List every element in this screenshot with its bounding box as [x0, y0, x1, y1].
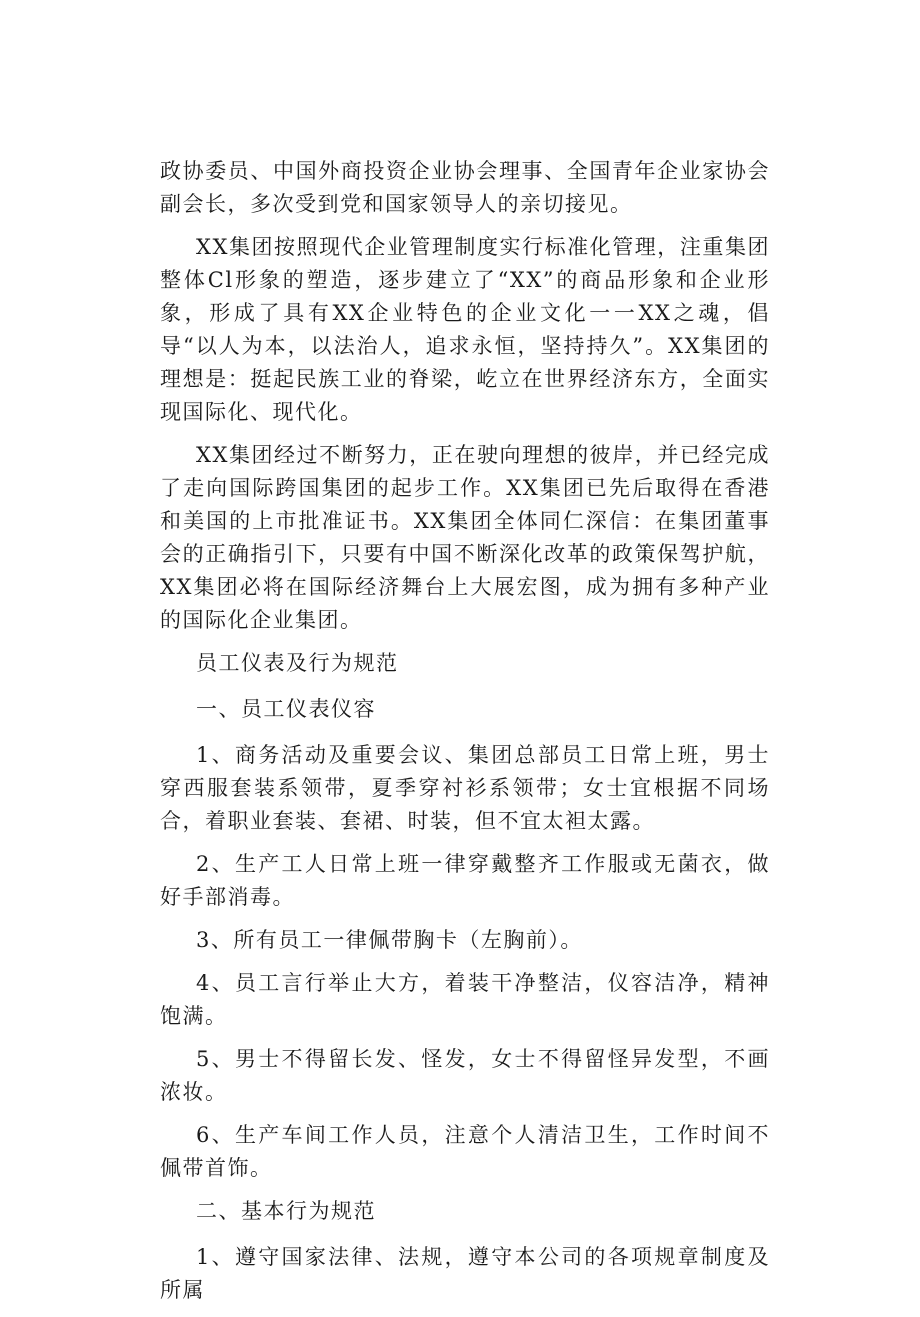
list-item: 4、员工言行举止大方，着装干净整洁，仪容洁净，精神饱满。 — [160, 971, 770, 1028]
paragraph-intro-continued: 政协委员、中国外商投资企业协会理事、全国青年企业家协会副会长，多次受到党和国家领导人的亲切接见。 — [160, 159, 770, 216]
section-two-title: 二、基本行为规范 — [196, 1199, 376, 1223]
section-title: 员工仪表及行为规范 — [196, 651, 399, 675]
document-page — [160, 155, 770, 1317]
paragraph-international-goal: XX集团经过不断努力，正在驶向理想的彼岸，并已经完成了走向国际跨国集团的起步工作。XX集团已先后取得在香港和美国的上市批准证书。XX集团全体同仁深信：在集团董事会的正确指引下，只要有中国不断深化改革的政策保驾护航，XX集团必将在国际经济舞台上大展宏图，成为拥有多种产业的国际化企业集团。 — [160, 443, 770, 632]
paragraph-corporate-culture: XX集团按照现代企业管理制度实行标准化管理，注重集团整体Cl形象的塑造，逐步建立了“XX”的商品形象和企业形象，形成了具有XX企业特色的企业文化一一XX之魂，倡导“以人为本，以法治人，追求永恒，坚持持久”。XX集团的理想是：挺起民族工业的脊梁，屹立在世界经济东方，全面实现国际化、现代化。 — [160, 235, 770, 424]
list-item: 1、遵守国家法律、法规，遵守本公司的各项规章制度及所属 — [160, 1245, 770, 1302]
list-item: 5、男士不得留长发、怪发，女士不得留怪异发型，不画浓妆。 — [160, 1047, 770, 1104]
section-one-title: 一、员工仪表仪容 — [196, 697, 376, 721]
list-item: 6、生产车间工作人员，注意个人清洁卫生，工作时间不佩带首饰。 — [160, 1123, 770, 1180]
list-item: 2、生产工人日常上班一律穿戴整齐工作服或无菌衣，做好手部消毒。 — [160, 852, 770, 909]
list-item: 1、商务活动及重要会议、集团总部员工日常上班，男士穿西服套装系领带，夏季穿衬衫系领带；女士宜根据不同场合，着职业套装、套裙、时装，但不宜太袒太露。 — [160, 743, 770, 833]
list-item: 3、所有员工一律佩带胸卡（左胸前）。 — [196, 928, 583, 952]
